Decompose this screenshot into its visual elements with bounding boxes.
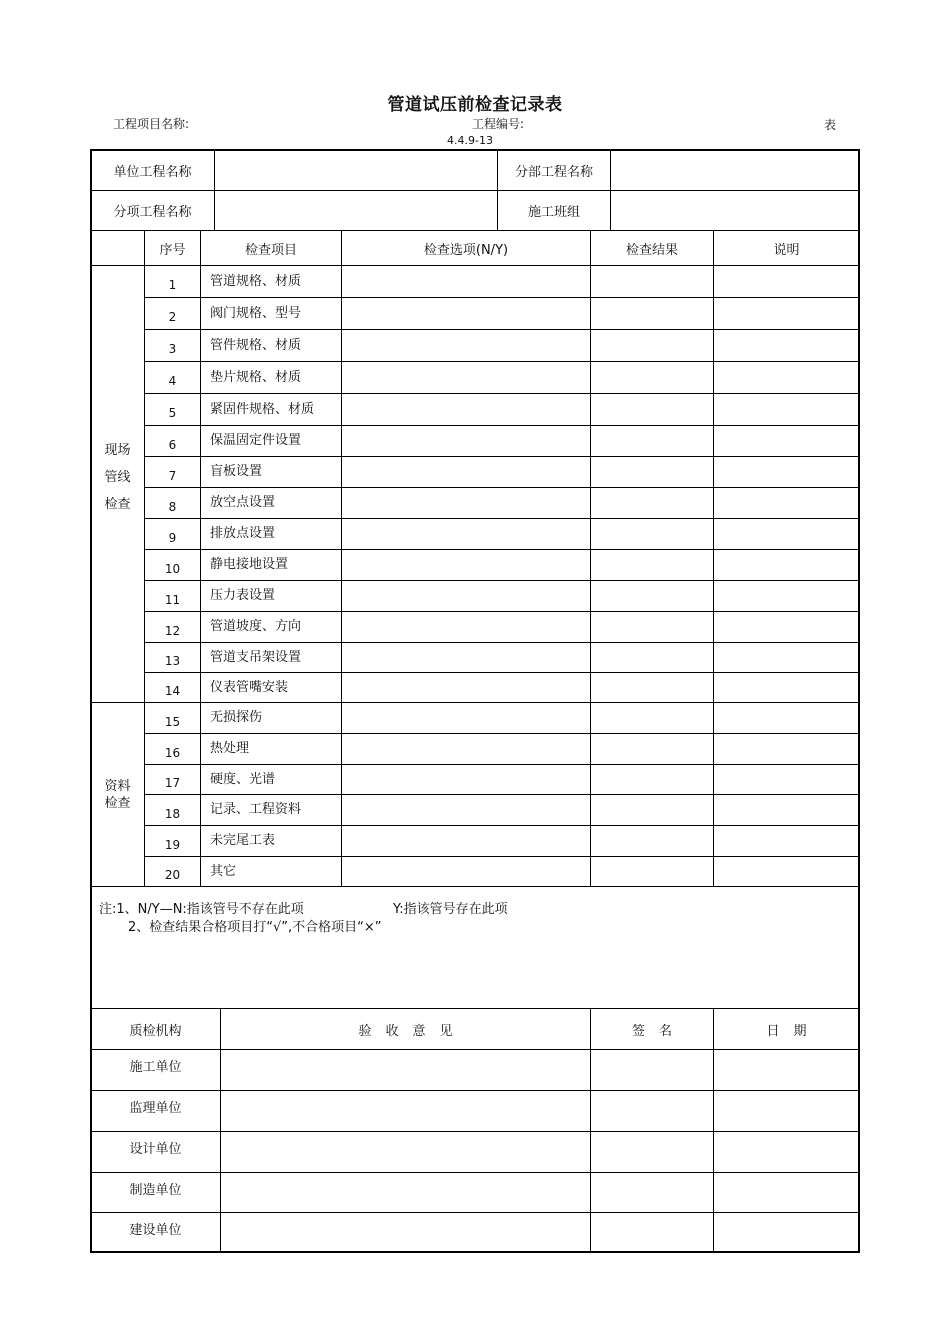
item-number: 5 <box>168 406 177 420</box>
remark-cell[interactable] <box>714 856 859 886</box>
signoff-header-opinion: 验收意见 <box>358 1023 467 1039</box>
result-cell[interactable] <box>591 425 713 456</box>
signoff-org-label: 建设单位 <box>129 1222 182 1238</box>
result-cell[interactable] <box>591 794 713 825</box>
result-cell[interactable] <box>591 265 713 297</box>
remark-cell[interactable] <box>714 265 859 297</box>
option-cell[interactable] <box>342 329 590 361</box>
result-cell[interactable] <box>591 549 713 580</box>
item-number: 12 <box>164 623 181 638</box>
option-cell[interactable] <box>342 856 590 886</box>
item-name: 管道支吊架设置 <box>210 649 302 665</box>
item-number: 16 <box>164 745 181 760</box>
item-name: 静电接地设置 <box>210 557 289 572</box>
item-name: 排放点设置 <box>210 526 276 541</box>
option-cell[interactable] <box>342 456 590 487</box>
col-header-option: 检查选项(N/Y) <box>423 242 509 258</box>
signature-cell[interactable] <box>591 1131 713 1172</box>
item-name: 盲板设置 <box>210 464 263 479</box>
group-label-line: 现场 <box>104 443 131 458</box>
option-cell[interactable] <box>342 611 590 642</box>
opinion-cell[interactable] <box>221 1131 590 1172</box>
item-name: 放空点设置 <box>210 495 276 510</box>
item-name: 紧固件规格、材质 <box>210 401 315 417</box>
option-cell[interactable] <box>342 265 590 297</box>
opinion-cell[interactable] <box>221 1212 590 1252</box>
group-label-line: 管线 <box>104 470 131 485</box>
item-name: 无损探伤 <box>210 710 263 725</box>
item-number: 4 <box>168 374 177 388</box>
date-cell[interactable] <box>714 1172 859 1212</box>
col-header-result: 检查结果 <box>625 242 678 258</box>
date-cell[interactable] <box>714 1090 859 1131</box>
item-number: 7 <box>168 468 177 483</box>
opinion-cell[interactable] <box>221 1090 590 1131</box>
remark-cell[interactable] <box>714 456 859 487</box>
option-cell[interactable] <box>342 361 590 393</box>
item-name: 仪表管嘴安装 <box>210 679 289 695</box>
result-cell[interactable] <box>591 361 713 393</box>
remark-cell[interactable] <box>714 518 859 549</box>
item-number: 9 <box>168 530 177 545</box>
result-cell[interactable] <box>591 329 713 361</box>
option-cell[interactable] <box>342 393 590 425</box>
group-label-line: 检查 <box>104 796 131 811</box>
remark-cell[interactable] <box>714 425 859 456</box>
item-name: 硬度、光谱 <box>210 771 276 787</box>
remark-cell[interactable] <box>714 361 859 393</box>
result-cell[interactable] <box>591 642 713 672</box>
item-number: 17 <box>164 776 181 790</box>
signature-cell[interactable] <box>591 1090 713 1131</box>
option-cell[interactable] <box>342 297 590 329</box>
item-name: 管道规格、材质 <box>210 273 302 289</box>
date-cell[interactable] <box>714 1212 859 1252</box>
note-line-1b: Y:指该管号存在此项 <box>393 902 508 917</box>
form-prefix: 表 <box>824 118 837 132</box>
signoff-org-label: 施工单位 <box>129 1060 182 1075</box>
item-number: 14 <box>164 684 181 698</box>
project-no-label: 工程编号: <box>472 117 525 131</box>
item-name: 压力表设置 <box>210 588 276 603</box>
opinion-cell[interactable] <box>221 1049 590 1090</box>
unit-project-label: 单位工程名称 <box>113 164 192 180</box>
result-cell[interactable] <box>591 733 713 764</box>
group-label-line: 检查 <box>104 497 131 512</box>
group-document-check <box>91 778 144 812</box>
item-number: 20 <box>164 868 181 882</box>
result-cell[interactable] <box>591 297 713 329</box>
option-cell[interactable] <box>342 672 590 702</box>
item-name: 管件规格、材质 <box>210 337 302 353</box>
project-name-label: 工程项目名称: <box>113 117 190 131</box>
item-number: 6 <box>168 437 177 452</box>
remark-cell[interactable] <box>714 580 859 611</box>
remark-cell[interactable] <box>714 642 859 672</box>
remark-cell[interactable] <box>714 611 859 642</box>
result-cell[interactable] <box>591 456 713 487</box>
col-header-seq: 序号 <box>159 242 186 258</box>
signature-cell[interactable] <box>591 1049 713 1090</box>
signoff-header-date: 日期 <box>766 1023 821 1039</box>
signoff-org-label: 设计单位 <box>129 1142 182 1157</box>
item-number: 18 <box>164 806 181 821</box>
remark-cell[interactable] <box>714 733 859 764</box>
note-line-2: 2、检查结果合格项目打“√”,不合格项目“×” <box>128 920 382 935</box>
result-cell[interactable] <box>591 487 713 518</box>
remark-cell[interactable] <box>714 672 859 702</box>
option-cell[interactable] <box>342 825 590 856</box>
remark-cell[interactable] <box>714 764 859 794</box>
option-cell[interactable] <box>342 518 590 549</box>
item-name: 记录、工程资料 <box>210 802 302 817</box>
item-number: 19 <box>164 837 181 852</box>
opinion-cell[interactable] <box>221 1172 590 1212</box>
item-name: 未完尾工表 <box>210 833 276 848</box>
signoff-header-org: 质检机构 <box>129 1023 182 1039</box>
item-number: 1 <box>168 278 177 292</box>
option-cell[interactable] <box>342 580 590 611</box>
date-cell[interactable] <box>714 1131 859 1172</box>
division-project-label: 分部工程名称 <box>514 164 593 180</box>
col-header-item: 检查项目 <box>244 242 297 258</box>
group-divider <box>91 702 145 703</box>
result-cell[interactable] <box>591 702 713 733</box>
remark-cell[interactable] <box>714 794 859 825</box>
item-number: 3 <box>168 342 177 356</box>
option-cell[interactable] <box>342 549 590 580</box>
item-number: 10 <box>164 561 181 576</box>
remark-cell[interactable] <box>714 825 859 856</box>
group-site-pipeline-check <box>91 437 144 518</box>
date-cell[interactable] <box>714 1049 859 1090</box>
remark-cell[interactable] <box>714 549 859 580</box>
option-cell[interactable] <box>342 794 590 825</box>
col-divider <box>610 150 611 230</box>
option-cell[interactable] <box>342 642 590 672</box>
option-cell[interactable] <box>342 733 590 764</box>
signoff-org-label: 制造单位 <box>129 1182 182 1198</box>
result-cell[interactable] <box>591 764 713 794</box>
row-divider <box>91 886 859 887</box>
item-name: 其它 <box>210 863 237 879</box>
signoff-header-signature: 签名 <box>631 1023 686 1039</box>
item-name: 保温固定件设置 <box>210 433 302 448</box>
group-label-line: 资料 <box>104 779 131 794</box>
remark-cell[interactable] <box>714 702 859 733</box>
item-number: 11 <box>164 592 181 607</box>
item-number: 2 <box>168 310 177 324</box>
option-cell[interactable] <box>342 764 590 794</box>
result-cell[interactable] <box>591 611 713 642</box>
note-line-1a: 注:1、N/Y—N:指该管号不存在此项 <box>99 902 304 917</box>
remark-cell[interactable] <box>714 297 859 329</box>
result-cell[interactable] <box>591 856 713 886</box>
option-cell[interactable] <box>342 425 590 456</box>
item-name: 热处理 <box>210 741 250 756</box>
item-name: 管道坡度、方向 <box>210 619 302 634</box>
result-cell[interactable] <box>591 518 713 549</box>
item-number: 15 <box>164 714 181 729</box>
result-cell[interactable] <box>591 825 713 856</box>
signature-cell[interactable] <box>591 1212 713 1252</box>
remark-cell[interactable] <box>714 329 859 361</box>
form-code: 4.4.9-13 <box>447 134 493 147</box>
signoff-org-label: 监理单位 <box>129 1101 182 1116</box>
item-number: 13 <box>164 654 181 668</box>
col-divider <box>214 150 215 230</box>
remark-cell[interactable] <box>714 487 859 518</box>
option-cell[interactable] <box>342 487 590 518</box>
form-title: 管道试压前检查记录表 <box>387 95 563 115</box>
result-cell[interactable] <box>591 672 713 702</box>
result-cell[interactable] <box>591 580 713 611</box>
col-header-remark: 说明 <box>773 242 800 258</box>
signature-cell[interactable] <box>591 1172 713 1212</box>
item-name: 阀门规格、型号 <box>210 305 302 321</box>
subitem-project-label: 分项工程名称 <box>113 204 192 220</box>
remark-cell[interactable] <box>714 393 859 425</box>
item-name: 垫片规格、材质 <box>210 369 302 385</box>
construction-team-label: 施工班组 <box>527 204 580 220</box>
item-number: 8 <box>168 499 177 514</box>
result-cell[interactable] <box>591 393 713 425</box>
option-cell[interactable] <box>342 702 590 733</box>
